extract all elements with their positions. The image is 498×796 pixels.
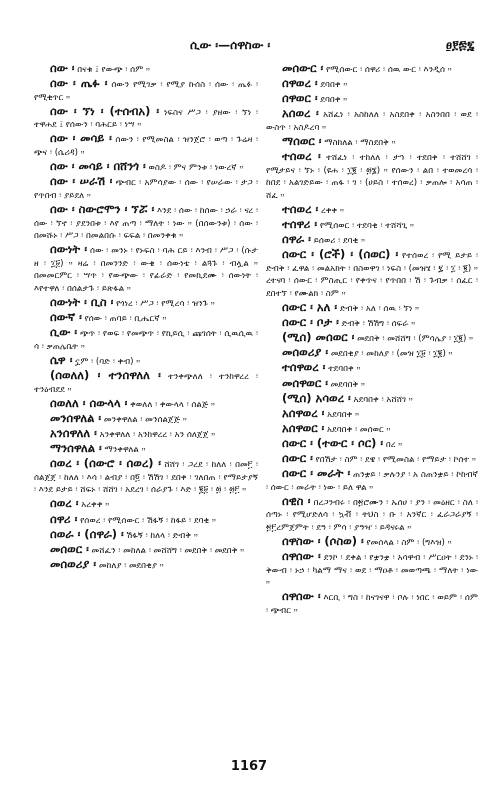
dictionary-entry (266, 248, 478, 300)
page-header (0, 38, 498, 56)
dictionary-entry (266, 422, 478, 437)
dictionary-entry (34, 497, 258, 512)
entry-definition: ደባበቀ ። (320, 80, 348, 91)
right-column (266, 62, 478, 618)
left-column (34, 62, 258, 573)
dictionary-entry (34, 412, 258, 427)
dictionary-entry (34, 513, 258, 528)
entry-headword: መንሰዋለል ፡ (50, 410, 102, 425)
dictionary-entry (34, 543, 258, 558)
dictionary-entry (34, 62, 258, 77)
dictionary-entry (34, 243, 258, 295)
page-number: 1167 (230, 759, 268, 774)
entry-headword: ሰውነት ፡ ቢስ ፡ (50, 295, 114, 310)
entry-headword: መሰዋወር ፡ (282, 375, 328, 390)
entry-definition: መደበቅ ፡ መሸሸግ ፡ (ምሳሌያ ፡ ፲፪) ። (357, 334, 474, 345)
dictionary-entry (34, 457, 258, 497)
dictionary-entry (266, 535, 478, 550)
entry-definition: የሰወረ ፡ የሚሰውር ፡ ሽፋኝ ፡ ከፋይ ፡ ደባቂ ። (80, 515, 217, 526)
dictionary-entry (266, 218, 478, 233)
dictionary-entry (266, 233, 478, 248)
dictionary-entry (34, 175, 258, 202)
entry-headword: አሰወረ ፡ (282, 106, 319, 121)
entry-headword: መሰወሪያ ፡ (50, 556, 97, 571)
dictionary-entry (266, 361, 478, 376)
dictionary-entry (266, 377, 478, 392)
dictionary-entry (266, 62, 478, 77)
entry-definition: ደንኮ ፡ ደቀል ፡ የቋንቋ ፡ አሳዋብ ፡ ሥርዐት ፡ ደንኑ ፡ ቅውብ ፡ ኑኃ ፡ ካልማ ማና ፡ ወደ ፡ ማዐቶ ፡ መወጣጫ ፡ ማለት ፡ ነው ። (266, 553, 478, 589)
dictionary-entry (266, 107, 478, 134)
entry-definition: የተሰወረ ፡ የሚ ይታይ ፡ ድብቅ ፡ ፈዋል ፡ መልአክት ፡ በስወዋገ ፡ ነፍስ ፡ (መዝሄ ፡ ፯ ፡ ፲ ፡ ፪) ። ረተናባ ፡ ሰውር ፡ ምስጢር ፡ የቀጥና ፡ የጥበበ ፡ ሽ ፡ ጉብቃ ፡ ሰፈር ፡ ደበተኘ ፡ የሙልክ ፡ ስም ። (266, 251, 478, 299)
entry-definition: ኗም ፡ (ባድ ፡ ቀብ) ። (75, 356, 141, 367)
entry-headword: ሰዋሪ ፡ (50, 511, 78, 526)
entry-definition: ይሰወሪ ፡ ደባቂ ። (313, 236, 366, 247)
entry-headword: መሰወር ፡ (50, 541, 89, 556)
entry-definition: ወስዶ ፡ ምና ምንቱ ፡ ነውረኛ ። (148, 163, 244, 174)
entry-headword: ሰው ፡ (50, 61, 75, 75)
entry-headword: ተሰወረ ፡ (282, 149, 321, 164)
dictionary-entry (266, 437, 478, 452)
entry-definition: በናቁ ፤ የውጭ ፡ ሰም ። (77, 65, 150, 75)
entry-headword: (ሚሰ) አሳወረ ፡ (282, 390, 351, 405)
entry-headword: መሰውር ፡ (282, 61, 324, 75)
entry-headword: ሰውኛ ፡ (50, 310, 82, 325)
dictionary-entry (266, 495, 478, 535)
entry-headword: ሰውር ፡ (ተውር ፡ ሶር) ፡ (282, 435, 384, 450)
dictionary-entry (34, 397, 258, 412)
entry-definition: የሰው ፡ ጠባይ ፡ ቢሔርኛ ። (84, 314, 167, 325)
entry-headword: ሰውር ፡ መራት ፡ (282, 466, 351, 481)
entry-definition: ሸሸገ ፡ ጋረደ ፡ ከለለ ፡ በመ፫ ፡ ሰልጀጀ ፡ ከለለ ፡ እሳ ፡ ልብያ ፡ በ፬ ፡ ሽሽገ ፡ ደበቀ ፡ ገለበጠ ፡ የማይታያኝ ፡ እንደ ይታይ ፡ ሸፍኑ ፡ ሸሸገ ፡ አደረገ ፡ ሰራያጉ ፡ እድ ፡ ፪፱ ፡ ፴ ፡ ፴፫ ። (34, 460, 258, 496)
entry-headword: ተሰዋሪ ፡ (282, 217, 318, 232)
entry-definition: በረጋንብሩ ፡ በ፳ሮሙን ፡ ኡሰሀ ፡ ያን ፡ መዕዘር ፡ ስለ ፡ ሰጣኑ ፡ የሚሆድለሳ ፡ ኳቭ ፡ ትህስ ፡ ቡ ፡ አንኛር ፡ ፈራጋራያኝ ፡ ፳፫ረምጀምት ፡ ደዓ ፡ ምሳ ፡ ያዓዣ ፡ ይዳናሩል ። (266, 497, 478, 533)
entry-definition: መሸፈን ፡ መከለል ፡ መሸሸግ ፡ መደበቅ ፡ መደበቅ ። (91, 545, 245, 556)
entry-definition: ቀወለለ ፡ ቀውላላ ፡ ሰልጅ ። (130, 399, 216, 410)
entry-definition: አሸፈነ ፡ አስከለለ ፡ አስደበቀ ፡ አስንበበ ፡ ወደ ፡ ውስጥ ፡ አስዶረባ ። (266, 110, 479, 133)
entry-definition: አደባበቀ ፡ አሸሸገ ። (353, 394, 413, 405)
entry-headword: ሰዋወረ ፡ (282, 76, 318, 91)
entry-definition: ጠንቋይ ፡ ቃሉንያ ፡ አ ስጠንቋይ ፡ ኮከብኛ ፡ ሰውር ፡ መራት ፡ ነው ፡ ይለ ዋል ። (266, 470, 479, 493)
dictionary-entry (34, 442, 258, 457)
entry-definition: ተሸፈነ ፡ ተከለለ ፡ ታኀ ፡ ተደበቀ ፡ ተሸሸገ ፡ የሚታይና ፡ ኘኑ ፡ (ዩሐ ፡ ፲፪ ፡ ፴፮) ። የሰውን ፡ ልበ ፡ ተወመረሳ ፡ ከበደ ፡ አልገድይው ፡ ጠፋ ፡ ገ ፡ (ሀይስ ፡ ተሰወረ) ፡ ቃጠሎ ፡ አሳጠ ፡ ሸፈ ። (266, 153, 478, 201)
entry-definition: መደባበቅ ። (330, 379, 366, 390)
entry-definition: መከለያ ፡ መደበቂያ ። (98, 560, 164, 571)
dictionary-entry (266, 392, 478, 407)
entry-headword: ሰዋሰው ፡ (282, 549, 321, 564)
entry-definition: አንቀዋለለ ፡ አንከዋረረ ፡ አን ሰለጀጀ ። (99, 429, 216, 440)
entry-headword: ሰዋሰው ፡ (282, 589, 321, 604)
dictionary-entry (266, 316, 478, 331)
entry-definition: በረ ። (385, 439, 403, 450)
entry-headword: ማሰወር ፡ (282, 133, 322, 148)
entry-definition: አረቀቀ ። (81, 500, 110, 511)
entry-definition: የሚሰውር ፡ ሰዋሪ ፡ ሰዉ ውር ፡ እንዲሰ ። (326, 65, 452, 75)
entry-headword: ማንሰዋለል ፡ (50, 441, 102, 456)
entry-definition: ማስከለል ፡ ማስደበቅ ። (324, 137, 396, 148)
dictionary-entry (266, 407, 478, 422)
entry-headword: ሰወራ ፡ (ሰዋራ) ፡ (50, 526, 124, 541)
running-title: ሲው ፡—ሰዋስው ፡ (190, 38, 271, 52)
dictionary-entry (266, 346, 478, 361)
entry-headword: መሰወሪያ ፡ (282, 345, 329, 360)
dictionary-entry (34, 311, 258, 326)
entry-definition: ጭጥ ፡ የወፍ ፡ የመጭጥ ፡ የኪይሲ ፡ ጩገሰት ፡ ሲዉሲዉ ፡ ሳ ፡ ቃጠሌቤት ። (34, 329, 258, 352)
entry-headword: ሰው ፡ መሳይ ፡ (50, 131, 112, 146)
dictionary-entry (266, 135, 478, 150)
entry-definition: አደባበቀ ። (327, 409, 360, 420)
dictionary-entry (266, 590, 478, 617)
dictionary-entry (266, 77, 478, 92)
entry-headword: ሰውር ፡ (ሮች) ፡ (ሰወር) ፡ (282, 247, 399, 262)
dictionary-entry (266, 203, 478, 218)
dictionary-entry (266, 467, 478, 494)
entry-headword: ሲው ፡ (50, 325, 78, 340)
entry-definition: የበሽታ ፡ ስም ፡ ደዌ ፡ የሚመስል ፡ የማይታ ፡ ኮሰተ ። (315, 455, 476, 466)
entry-definition: ተንቀጭለለ ፡ ተንከዋረረ ፡ ተንዕብደደ ። (34, 372, 259, 395)
entry-headword: ሰዋወር ፡ (282, 91, 318, 106)
dictionary-entry (34, 558, 258, 573)
entry-definition: ድብቅ ፡ ሽሽግ ፡ ሰፍራ ። (341, 319, 416, 330)
entry-definition: ድብቅ ፡ አለ ፡ ሰዉ ፡ ኘነ ። (339, 304, 420, 315)
dictionary-entry (266, 301, 478, 316)
dictionary-entry (266, 452, 478, 467)
dictionary-entry (34, 326, 258, 353)
entry-definition: ሰውን ፡ የሚመስል ፡ ዝንጀሮ ፡ ወጣ ፡ ጉሬዛ ፡ ጭና ፡ (ሴሪዳ) ። (34, 135, 258, 159)
entry-headword: አንሰዋለለ ፡ (50, 425, 97, 440)
entry-headword: ሰወረ ፡ (ሰውሮ ፡ ሰወረ) ፡ (50, 456, 161, 471)
entry-headword: አሰዋወረ ፡ (282, 405, 325, 420)
dictionary-entry (266, 331, 478, 346)
dictionary-entry (34, 105, 258, 132)
dictionary-entry (34, 160, 258, 175)
entry-definition: እንደ ፡ ሰው ፡ ከሰው ፡ ኃራ ፡ ናረ ፡ ሰው ፡ ኘኖ ፡ ያደንበቱ ፡ እየ ጠጣ ፡ ማለት ፡ ነው ። (በሰውንቱ) ፡ ሰው ፡ በመሹኑ ፡ ሥጋ ፡ በመልበሱ ፡ ፍፍል ፡ በመንቀቁ ። (34, 205, 258, 242)
entry-headword: ሰዊስ ፡ (282, 493, 311, 508)
entry-definition: ጭብር ፡ አምሳያው ፡ ሰው ፡ የሠራው ፡ ታጋ ፡ የጥበብ ፡ ያይደለ ። (34, 178, 258, 201)
entry-headword: ሰውነት ፡ (50, 242, 88, 257)
entry-headword: ሴዋ ፡ (50, 352, 73, 367)
dictionary-entry (34, 132, 258, 159)
entry-definition: ማንቀዋለል ። (104, 445, 146, 456)
entry-definition: ሰው ፡ መንኑ ፡ የኑፍስ ፡ ባሕ ርይ ፡ እንብ ፡ ሥጋ ፡ (ሱታ ዘ ፡ ፲፱) ። ዛሬ ፡ በመንንድ ፡ ውቄ ፡ ሰውነቴ ፡ ልጓጉ ፡ ብሏል ። በመመርምር ፡ ሣጥ ፡ የውጭው ፡ የፊራድ ፡ የመኪደሙ ፡ ሰውነት ፡ እየተዋለ ፡ በሰልታጉ ፡ ይጽፋል ። (34, 246, 258, 294)
entry-headword: ሰው ፡ ጤፉ ፡ (50, 76, 108, 91)
entry-headword: ሰወለለ ፡ ሰውላላ ፡ (50, 395, 128, 410)
entry-headword: ሰው ፡ ስውሮሞን ፡ ኘሯ ፡ (50, 201, 155, 216)
entry-definition: ደባበቀ ። (320, 95, 348, 106)
entry-definition: ረቀቀ ። (320, 205, 345, 216)
entry-headword: ሰውር ፡ አለ ፡ (282, 300, 338, 315)
dictionary-entry (34, 296, 258, 311)
entry-definition: ተደባበቀ ። (328, 364, 361, 375)
entry-headword: ተሰዋወረ ፡ (282, 360, 326, 375)
entry-headword: ሰወረ ፡ (50, 496, 79, 511)
entry-definition: ሽፋኝ ፡ ከለላ ፡ ድብቅ ። (126, 530, 198, 541)
dictionary-entry (34, 203, 258, 243)
entry-headword: ሰውር ፡ ቦታ ፡ (282, 315, 339, 330)
entry-headword: ሰዋራ ፡ (282, 232, 311, 247)
header-page-number: ፀ፻፷፯ (446, 38, 475, 52)
entry-headword: ሰዋስው ፡ (ሶስወ) ፡ (282, 534, 364, 549)
entry-definition: እርቢ ፡ ግስ ፡ ከናገናዋ ፡ ቦሉ ፡ ነበር ፡ ወይም ፡ ሰም ፡ ጭብር ። (266, 593, 478, 617)
entry-headword: አሰዋወር ፡ (282, 420, 325, 435)
entry-headword: (ሚሰ) መሰወር ፡ (282, 330, 355, 345)
entry-headword: ሰው ፡ ኘነ ፡ (ተሰብአ) ፡ (50, 103, 160, 118)
entry-definition: የሚሰወር ፡ ተደባቂ ፡ ተሸሻጊ ። (319, 221, 414, 232)
dictionary-entry (266, 92, 478, 107)
entry-headword: ሰው ፡ ሠራሽ ፡ (50, 174, 113, 189)
entry-definition: ሰውን የሚገቃ ፡ የሚያ ኩሰስ ፡ ሰው ፡ ጤፉ ፡ የሚቂጥር ። (34, 80, 259, 103)
dictionary-entry (266, 150, 478, 202)
entry-headword: ሰው ፡ መሳይ ፡ በሸንጎ ፡ (50, 159, 146, 174)
dictionary-entry (34, 77, 258, 104)
entry-definition: መደበቂያ ፡ መከለያ ፡ (መዝ ፲፱ ፡ ፲፪) ። (330, 349, 453, 360)
entry-definition: የመሰላል ፡ ስም ፡ (ግእዝ) ። (366, 538, 452, 549)
dictionary-entry (266, 550, 478, 590)
dictionary-entry (34, 369, 258, 396)
entry-definition: ነፍስና ሥጋ ፡ ያዘው ፡ ኘነ ፡ ተዋሐደ ፤ የሰውን ፡ ባሕርይ ፡ ነሣ ። (34, 107, 258, 131)
entry-definition: አደባበቀ ፡ መሰወር ። (327, 424, 391, 435)
dictionary-entry (34, 354, 258, 369)
entry-definition: መንቀዋለል ፡ መንሰልጀጅ ። (103, 414, 187, 425)
entry-definition: የጎነረ ፡ ሥጋ ፡ የሚረሳ ፡ ዝንጉ ። (116, 299, 215, 310)
dictionary-entry (34, 427, 258, 442)
entry-headword: (ሰወለለ) ፡ ተንሰዋለለ ፡ (50, 368, 161, 383)
entry-headword: ሰውር ፡ (282, 451, 313, 466)
entry-headword: ተሰወረ ፡ (282, 201, 319, 216)
dictionary-entry (34, 528, 258, 543)
